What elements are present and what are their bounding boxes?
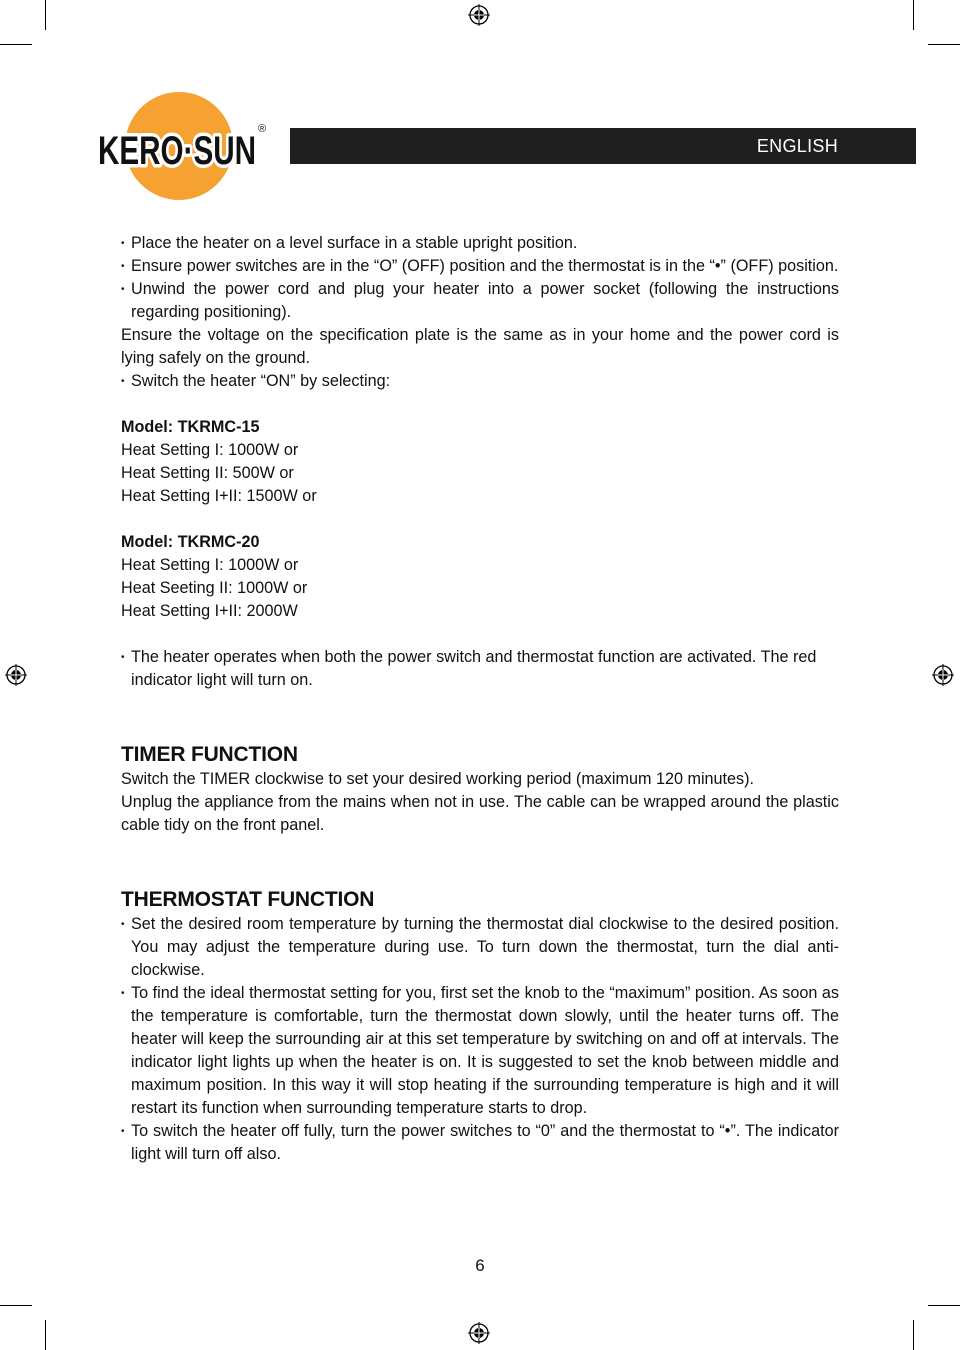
crop-mark — [45, 1320, 46, 1350]
heat-setting: Heat Setting I+II: 2000W — [121, 602, 298, 620]
registration-mark-icon — [468, 4, 490, 26]
crop-mark — [0, 1305, 32, 1306]
thermostat-bullet: • To find the ideal thermostat setting for you, first set the knob to the “maximum” position. As soon as the temperature is comfortable, turn the thermostat down slowly, until the heater turns off. The heater will keep the surrounding air at this set temperature by switching on and off at intervals. The indicator light lights up when the heater is on. It is suggested to set the knob between middle and maximum position. In this way it will stop heating if the surrounding temperature is high and it will restart its function when surrounding temperature starts to drop. — [121, 982, 839, 1120]
registration-mark-icon — [5, 664, 27, 686]
timer-text: Unplug the appliance from the mains when not in use. The cable can be wrapped around the plastic cable tidy on the front panel. — [121, 793, 839, 834]
svg-text:KERO·SUN: KERO·SUN — [98, 129, 256, 173]
heat-setting: Heat Setting I: 1000W or — [121, 441, 299, 459]
timer-heading: TIMER FUNCTION — [121, 743, 298, 766]
crop-mark — [928, 44, 960, 45]
registration-mark-icon — [468, 1322, 490, 1344]
registration-mark-icon — [932, 664, 954, 686]
crop-mark — [913, 0, 914, 30]
instructions-content — [121, 232, 839, 1166]
kerosun-logo — [96, 90, 286, 202]
operate-bullet: • The heater operates when both the power switch and thermostat function are activated. The red indicator light will turn on. — [121, 646, 839, 692]
intro-bullet: • Place the heater on a level surface in a stable upright position. — [121, 232, 839, 255]
timer-text: Switch the TIMER clockwise to set your desired working period (maximum 120 minutes). — [121, 770, 755, 788]
page-number: 6 — [475, 1256, 485, 1275]
language-label: ENGLISH — [756, 136, 838, 156]
heat-setting: Heat Setting I: 1000W or — [121, 556, 299, 574]
heat-setting: Heat Setting II: 500W or — [121, 464, 294, 482]
model-title: Model: TKRMC-15 — [121, 418, 260, 436]
crop-mark — [928, 1305, 960, 1306]
svg-text:®: ® — [258, 123, 267, 135]
intro-bullet: • Unwind the power cord and plug your heater into a power socket (following the instructions regarding positioning). — [121, 278, 839, 324]
model-title: Model: TKRMC-20 — [121, 533, 260, 551]
crop-mark — [45, 0, 46, 30]
heat-setting: Heat Setting I+II: 1500W or — [121, 487, 317, 505]
crop-mark — [913, 1320, 914, 1350]
crop-mark — [0, 44, 32, 45]
heat-setting: Heat Seeting II: 1000W or — [121, 579, 308, 597]
svg-text:KERO·SUN: KERO·SUN — [98, 129, 256, 173]
thermostat-bullet: • To switch the heater off fully, turn the power switches to “0” and the thermostat to “•”. The indicator light will turn off also. — [121, 1120, 839, 1166]
intro-bullet: • Switch the heater “ON” by selecting: — [121, 370, 839, 393]
voltage-paragraph: Ensure the voltage on the specification plate is the same as in your home and the power cord is lying safely on the ground. — [121, 326, 839, 367]
thermostat-heading: THERMOSTAT FUNCTION — [121, 888, 375, 911]
intro-bullet: • Ensure power switches are in the “O” (OFF) position and the thermostat is in the “•” (OFF) position. — [121, 255, 839, 278]
language-header-bar — [290, 128, 916, 164]
thermostat-bullet: • Set the desired room temperature by turning the thermostat dial clockwise to the desired position. You may adjust the temperature during use. To turn down the thermostat, turn the dial anti-clockwise. — [121, 913, 839, 982]
